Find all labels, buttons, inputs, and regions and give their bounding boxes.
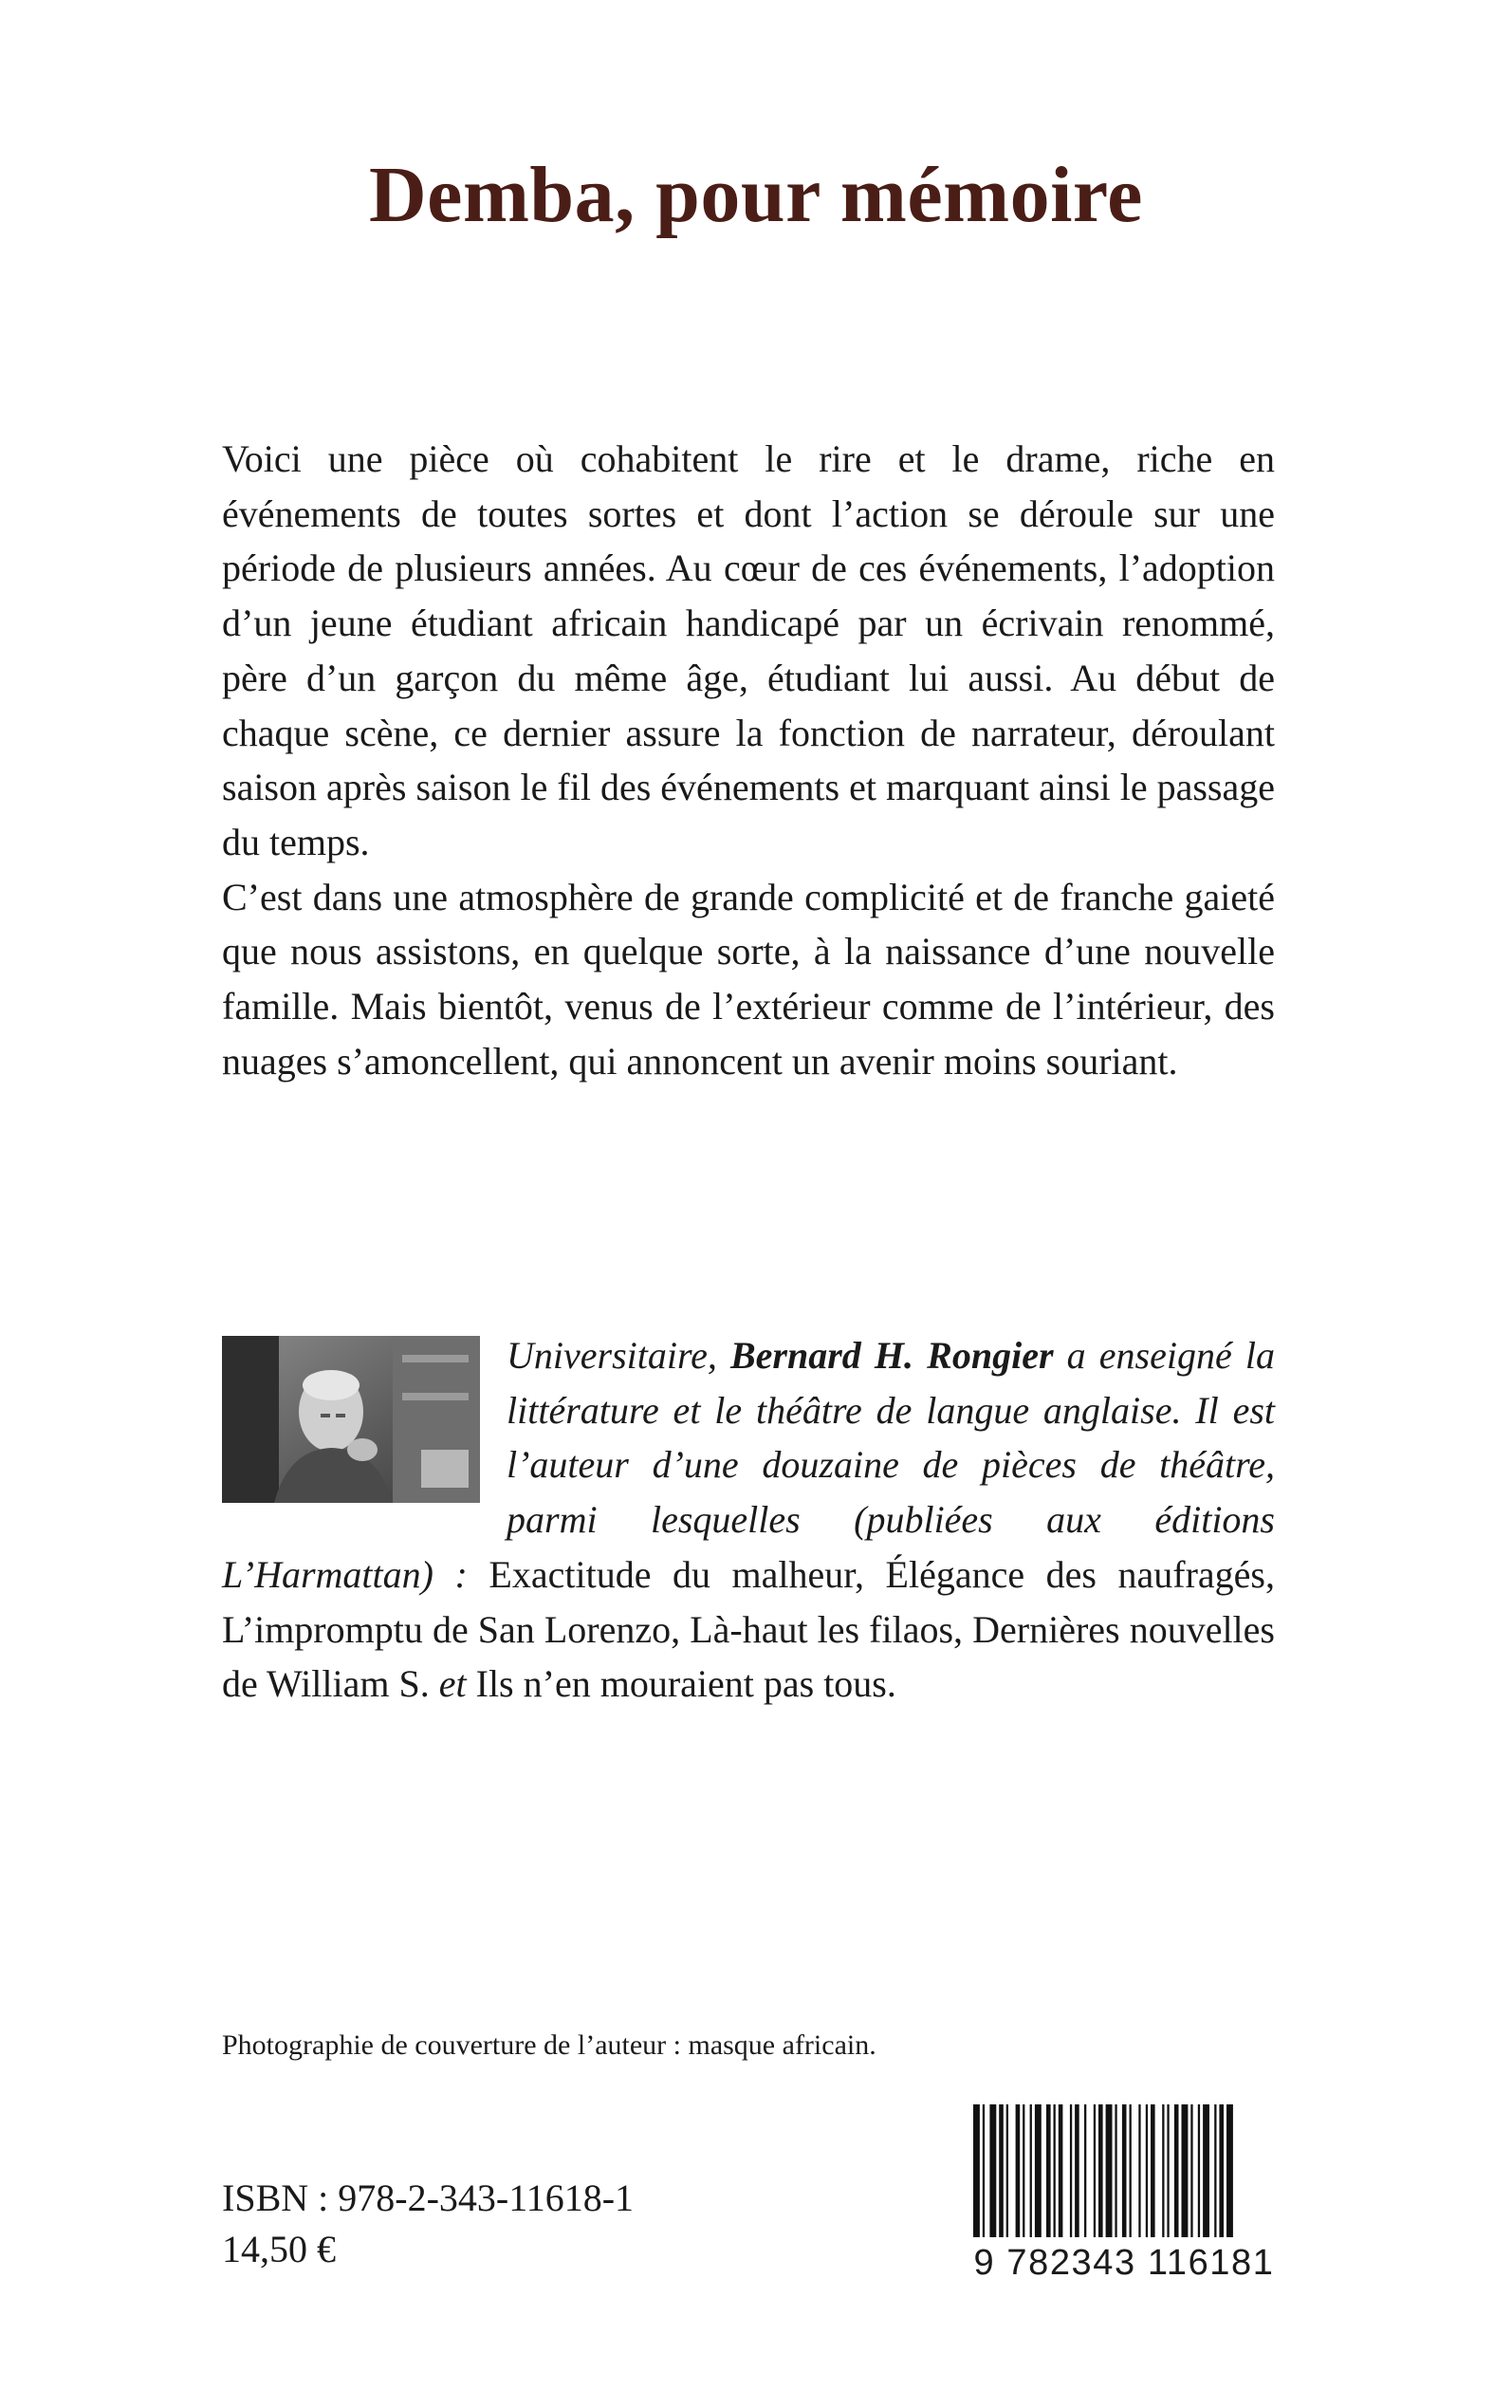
barcode-bar	[1198, 2104, 1200, 2237]
barcode-bar	[989, 2104, 996, 2237]
author-works-list: Exactitude du malheur, Élégance des naufragés, L’impromptu de San Lorenzo, Là-haut les filaos, Dernières nouvelles de William S.	[222, 1552, 1276, 1706]
barcode-bar	[1138, 2104, 1140, 2237]
isbn-price-block	[222, 2173, 634, 2275]
barcode-bar	[1214, 2104, 1216, 2237]
barcode-bar	[1098, 2104, 1103, 2237]
author-bio-intro: Universitaire,	[507, 1334, 717, 1377]
barcode-bar	[1182, 2104, 1189, 2237]
cover-photo-credit: Photographie de couverture de l’auteur : masque africain.	[222, 2029, 876, 2061]
author-bio	[222, 1328, 1275, 1712]
barcode-bar	[1046, 2104, 1051, 2237]
barcode-bar	[973, 2104, 980, 2237]
barcode-bar	[1190, 2104, 1192, 2237]
barcode-bar	[1146, 2104, 1148, 2237]
barcode-bar	[1130, 2104, 1132, 2237]
barcode-bar	[1075, 2104, 1079, 2237]
blurb-paragraph-1: Voici une pièce où cohabitent le rire et le drame, riche en événements de toutes sortes et dont l’action se déroule sur une période de plusieurs années. Au cœur de ces événements, l’adoption d’un jeune étudiant africain handicapé par un écrivain renommé, père d’un garçon du même âge, étudiant lui aussi. Au début de chaque scène, ce dernier assure la fonction de narrateur, déroulant saison après saison le fil des événements et marquant ainsi le passage du temps.	[222, 437, 1275, 863]
barcode-bar	[1094, 2104, 1096, 2237]
barcode-bar	[1122, 2104, 1127, 2237]
barcode-bar	[1162, 2104, 1164, 2237]
barcode-digits: 9 782343 116181	[973, 2243, 1275, 2283]
barcode-bar	[1106, 2104, 1113, 2237]
barcode-bar	[1084, 2104, 1086, 2237]
author-works-connector: et	[438, 1662, 467, 1706]
author-bio-description: a enseigné la littérature et le théâtre de langue anglaise. Il est l’auteur d’une douzaine de pièces de théâtre, parmi lesquelles (publiées aux éditions L’Harmattan) :	[222, 1334, 1275, 1596]
author-name: Bernard H. Rongier	[729, 1334, 1054, 1377]
isbn: ISBN : 978-2-343-11618-1	[222, 2176, 635, 2219]
book-title: Demba, pour mémoire	[369, 151, 1143, 239]
barcode-bar	[1035, 2104, 1042, 2237]
barcode-bar	[1023, 2104, 1024, 2237]
author-photo	[222, 1336, 480, 1503]
price: 14,50 €	[222, 2228, 336, 2270]
barcode-bar	[1203, 2104, 1209, 2237]
barcode-bar	[1006, 2104, 1008, 2237]
barcode-bar	[1070, 2104, 1072, 2237]
barcode-bar	[1151, 2104, 1155, 2237]
barcode-bars	[968, 2104, 1281, 2237]
barcode-bar	[983, 2104, 985, 2237]
blurb-paragraph-2: C’est dans une atmosphère de grande complicité et de franche gaieté que nous assistons, en quelque sorte, à la naissance d’une nouvelle famille. Mais bientôt, venus de l’extérieur comme de l’intérieur, des nuages s’amoncellent, qui annoncent un avenir moins souriant.	[222, 875, 1275, 1083]
author-works-last: Ils n’en mouraient pas tous.	[475, 1662, 896, 1706]
barcode	[968, 2104, 1281, 2294]
barcode-bar	[1115, 2104, 1116, 2237]
back-cover-blurb	[222, 432, 1275, 1088]
barcode-bar	[1016, 2104, 1021, 2237]
barcode-bar	[1059, 2104, 1063, 2237]
barcode-bar	[999, 2104, 1004, 2237]
barcode-bar	[1167, 2104, 1169, 2237]
barcode-bar	[1226, 2104, 1233, 2237]
barcode-bar	[1030, 2104, 1032, 2237]
barcode-bar	[1054, 2104, 1056, 2237]
barcode-bar	[1219, 2104, 1224, 2237]
barcode-bar	[1174, 2104, 1179, 2237]
